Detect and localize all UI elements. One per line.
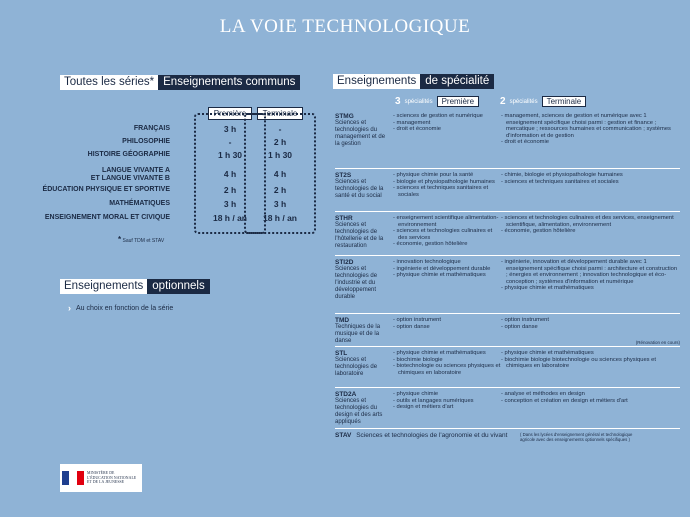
common-header [60,75,300,90]
terminale-specialties [501,350,679,370]
page-title: LA VOIE TECHNOLOGIQUE [219,16,471,37]
premiere-specialties [393,172,501,198]
specialty-premiere-header: 3 spécialités Première [395,96,479,107]
ministry-name: MINISTÈRE DE L'ÉDUCATION NATIONALE ET DE LA JEUNESSE [87,471,137,485]
premiere-hours: - [228,137,232,147]
dash-icon: - [501,228,505,235]
terminale-hours: 4 h [273,169,287,179]
chevron-right-icon: › [68,303,71,313]
stav-row [335,432,507,439]
terminale-hours: 1 h 30 [267,150,293,160]
premiere-specialties [393,391,501,411]
dash-icon: - [393,317,397,323]
series-code: STD2A [335,391,357,398]
specialty-item: - ingénierie et développement durable [393,265,491,272]
series-description: Sciences et technologies de l'hôtellerie et de la restauration [335,222,384,249]
specialty-item: - droit et économie [501,139,550,146]
dash-icon: - [393,391,397,397]
subject-label: FRANÇAIS [133,125,170,132]
specialty-item: - physique chimie et mathématiques [501,350,594,356]
marianne-icon [62,471,84,485]
subject-label: LANGUE VIVANTE A ET LANGUE VIVANTE B [90,167,170,182]
dash-icon: - [393,228,397,235]
specialty-item: - sciences et techniques sanitaires et sociales [393,185,489,198]
dash-icon: - [393,272,397,279]
terminale-specialties [501,259,679,292]
specialty-row-std2a [335,389,680,429]
ministry-logo [60,464,142,492]
specialty-item: - droit et économie [393,126,442,133]
specialty-item: - biochimie biologie biotechnologie ou sciences physiques et chimiques en laboratoire [501,356,657,370]
premiere-hours: 18 h / an [212,213,247,223]
specialty-row-tmd [335,315,680,347]
specialty-item: - biochimie biologie [393,356,443,363]
specialty-row-sti2d [335,257,680,314]
terminale-hours: - [278,124,282,134]
dash-icon: - [501,215,505,221]
optional-header-label: Enseignements [60,279,147,294]
specialty-item: - option danse [393,323,430,330]
premiere-specialties [393,215,501,248]
french-flag-icon [62,471,84,485]
specialty-item: - biotechnologie ou sciences physiques et chimiques en laboratoire [393,363,501,376]
specialty-item: - sciences et technologies culinaires et des services [393,228,493,241]
dash-icon: - [393,241,397,248]
terminale-specialties [501,317,679,330]
dash-icon: - [393,185,397,192]
specialty-header-label: Enseignements [333,74,420,89]
dash-icon: - [393,215,397,221]
common-header-series: Toutes les séries* [60,75,158,90]
series-code: ST2S [335,172,352,179]
dash-icon: - [501,172,505,178]
terminale-specialties [501,391,679,404]
dash-icon: - [501,113,505,119]
dash-icon: - [501,350,505,356]
specialty-row-sthr [335,213,680,256]
subject-label: ENSEIGNEMENT MORAL ET CIVIQUE [44,214,170,221]
specialty-item: - sciences et techniques sanitaires et sociales [501,178,619,185]
series-code: TMD [335,317,350,324]
specialty-header [333,74,494,89]
specialty-item: - physique chimie [393,391,439,397]
specialty-item: - physique chimie et mathématiques [501,285,594,292]
specialty-item: - sciences et technologies culinaires et des services, enseignement scientifique, alimentation, environnement [501,215,674,228]
specialty-item: - ingénierie, innovation et développement durable avec 1 enseignement spécifique choisi parmi : architecture et construction ; énergies et environnement ; innovation technologique et éco-conception ; systèmes d'information et numérique [501,259,678,285]
specialty-item: - design et métiers d'art [393,404,454,411]
subject-label: HISTOIRE GÉOGRAPHIE [87,151,170,158]
stav-code: STAV [335,432,352,439]
dash-icon: - [501,259,505,265]
dash-icon: - [501,391,505,397]
terminale-specialties [501,172,679,185]
specialty-row-stl [335,348,680,388]
dash-icon: - [501,139,505,146]
specialty-row-st2s [335,170,680,212]
series-description: Techniques de la musique et de la danse [335,324,381,344]
specialty-item: - biologie et physiopathologie humaines [393,178,495,185]
specialty-item: - management [393,119,431,126]
dash-icon: - [501,317,505,323]
stav-note: ( Dans les lycées d'enseignement général et technologique agricole avec des enseignements optionnels spécifiques ) [520,432,633,442]
dash-icon: - [393,126,397,133]
dash-icon: - [393,397,397,404]
flag-stripe [62,471,69,485]
specialty-item: - conception et création en design et métiers d'art [501,397,628,404]
dash-icon: - [393,113,397,119]
terminale-hours: 18 h / an [262,213,297,223]
dash-icon: - [393,323,397,330]
specialty-item: - management, sciences de gestion et numérique avec 1 enseignement spécifique choisi parmi : gestion et finance ; mercatique ; ressources humaines et communication ; systèmes d'information et de gestion [501,113,671,139]
series-code: STL [335,350,348,357]
specialty-item: - enseignement scientifique alimentation-environnement [393,215,499,228]
dash-icon: - [501,178,505,185]
specialty-item: - innovation technologique [393,259,461,265]
dash-icon: - [393,259,397,265]
premiere-hours: 4 h [223,169,237,179]
dash-icon: - [501,356,505,363]
specialty-item: - option instrument [393,317,442,323]
terminale-hours: 3 h [273,199,287,209]
specialty-item: - sciences de gestion et numérique [393,113,483,119]
specialty-item: - analyse et méthodes en design [501,391,585,397]
series-code: STI2D [335,259,354,266]
series-code: STHR [335,215,353,222]
flag-stripe [69,471,76,485]
dash-icon: - [501,397,505,404]
series-description: Sciences et technologies du management et de la gestion [335,120,386,147]
dash-icon: - [393,404,397,411]
series-description: Sciences et technologies de l'industrie et du développement durable [335,266,378,300]
col-premiere-header: Première [194,109,266,118]
dash-icon: - [393,178,397,185]
specialty-item: - option danse [501,323,538,330]
common-header-label: Enseignements communs [158,75,300,90]
dash-icon: - [393,119,397,126]
subject-label: MATHÉMATIQUES [109,200,170,207]
optional-item: › Au choix en fonction de la série [68,303,174,313]
subject-label: PHILOSOPHIE [122,138,170,145]
dash-icon: - [501,323,505,330]
terminale-specialties [501,215,679,235]
premiere-hours: 3 h [223,199,237,209]
col-terminale-header: Terminale [244,109,316,118]
specialty-item: - économie, gestion hôtelière [393,241,468,248]
subject-label: ÉDUCATION PHYSIQUE ET SPORTIVE [42,186,170,193]
flag-stripe [77,471,84,485]
specialty-item: - chimie, biologie et physiopathologie humaines [501,172,623,178]
series-description: Sciences et technologies de la santé et du social [335,179,384,199]
optional-header [60,279,210,294]
specialty-header-dark: de spécialité [420,74,494,89]
specialty-item: - physique chimie et mathématiques [393,272,486,279]
asterisk-icon: * [118,235,122,244]
series-code: STMG [335,113,354,120]
terminale-hours: 2 h [273,185,287,195]
dash-icon: - [393,172,397,178]
specialty-item: - physique chimie pour la santé [393,172,474,178]
specialty-item: - option instrument [501,317,550,323]
common-note: * Sauf TDM et STAV [118,235,165,244]
premiere-specialties [393,259,501,279]
specialty-terminale-header: 2 spécialités Terminale [500,96,586,107]
terminale-specialties [501,113,679,146]
series-description: Sciences et technologies de laboratoire [335,357,378,377]
specialty-item: - outils et langages numériques [393,397,474,404]
terminale-hours: 2 h [273,137,287,147]
dash-icon: - [393,350,397,356]
series-description: Sciences et technologies du design et des arts appliqués [335,398,383,425]
premiere-specialties [393,113,501,133]
renovation-note: (Rénovation en cours) [635,340,680,345]
dash-icon: - [501,285,505,292]
specialty-item: - physique chimie et mathématiques [393,350,486,356]
specialty-item: - économie, gestion hôtelière [501,228,576,235]
premiere-specialties [393,350,501,376]
premiere-hours: 3 h [223,124,237,134]
dash-icon: - [393,356,397,363]
specialty-row-stmg [335,111,680,169]
dash-icon: - [393,265,397,272]
premiere-specialties [393,317,501,330]
dash-icon: - [393,363,397,370]
premiere-hours: 1 h 30 [217,150,243,160]
stav-desc: Sciences et technologies de l'agronomie et du vivant [356,432,508,439]
optional-header-dark: optionnels [147,279,209,294]
premiere-hours: 2 h [223,185,237,195]
